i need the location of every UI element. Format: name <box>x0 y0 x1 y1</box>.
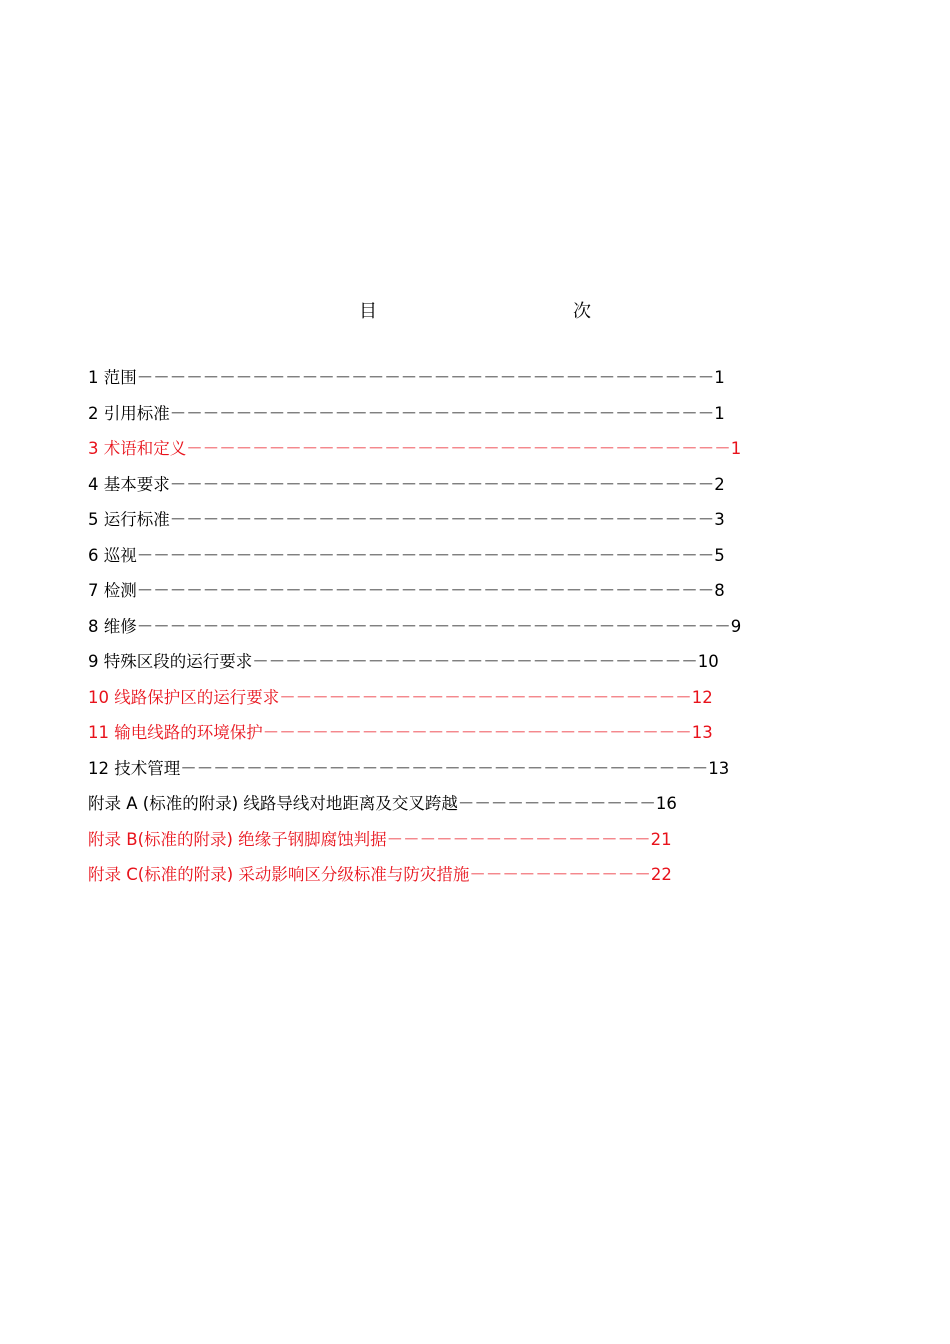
toc-title-char-1: 目 <box>359 301 377 322</box>
toc-entry-maintenance[interactable]: 8 维修－－－－－－－－－－－－－－－－－－－－－－－－－－－－－－－－－－－－9 <box>88 616 742 636</box>
toc-entry-protection-zone[interactable]: 10 线路保护区的运行要求－－－－－－－－－－－－－－－－－－－－－－－－－12 <box>88 687 713 707</box>
toc-entry-testing[interactable]: 7 检测－－－－－－－－－－－－－－－－－－－－－－－－－－－－－－－－－－－8 <box>88 581 725 600</box>
toc-entry-inspection[interactable]: 6 巡视－－－－－－－－－－－－－－－－－－－－－－－－－－－－－－－－－－－5 <box>88 545 725 565</box>
toc-entry-basic-requirements[interactable]: 4 基本要求－－－－－－－－－－－－－－－－－－－－－－－－－－－－－－－－－2 <box>88 474 725 494</box>
toc-entry-scope[interactable]: 1 范围－－－－－－－－－－－－－－－－－－－－－－－－－－－－－－－－－－－1 <box>88 368 725 387</box>
toc-entry-environment[interactable]: 11 输电线路的环境保护－－－－－－－－－－－－－－－－－－－－－－－－－－13 <box>88 723 713 742</box>
toc-entry-special-sections[interactable]: 9 特殊区段的运行要求－－－－－－－－－－－－－－－－－－－－－－－－－－－10 <box>88 652 719 671</box>
toc-title-char-2: 次 <box>573 301 591 322</box>
toc-entry-references[interactable]: 2 引用标准－－－－－－－－－－－－－－－－－－－－－－－－－－－－－－－－－1 <box>88 403 725 423</box>
toc-entry-technical-management[interactable]: 12 技术管理－－－－－－－－－－－－－－－－－－－－－－－－－－－－－－－－13 <box>88 758 730 778</box>
toc-entry-operation-standards[interactable]: 5 运行标准－－－－－－－－－－－－－－－－－－－－－－－－－－－－－－－－－3 <box>88 510 725 529</box>
toc-entry-appendix-b[interactable]: 附录 B(标准的附录) 绝缘子钢脚腐蚀判据－－－－－－－－－－－－－－－－21 <box>88 829 672 849</box>
toc-entry-terms[interactable]: 3 术语和定义－－－－－－－－－－－－－－－－－－－－－－－－－－－－－－－－－1 <box>88 439 742 458</box>
toc-entry-appendix-a[interactable]: 附录 A (标准的附录) 线路导线对地距离及交叉跨越－－－－－－－－－－－－16 <box>88 794 677 813</box>
toc-entry-appendix-c[interactable]: 附录 C(标准的附录) 采动影响区分级标准与防灾措施－－－－－－－－－－－22 <box>88 865 672 884</box>
table-of-contents <box>88 366 748 899</box>
